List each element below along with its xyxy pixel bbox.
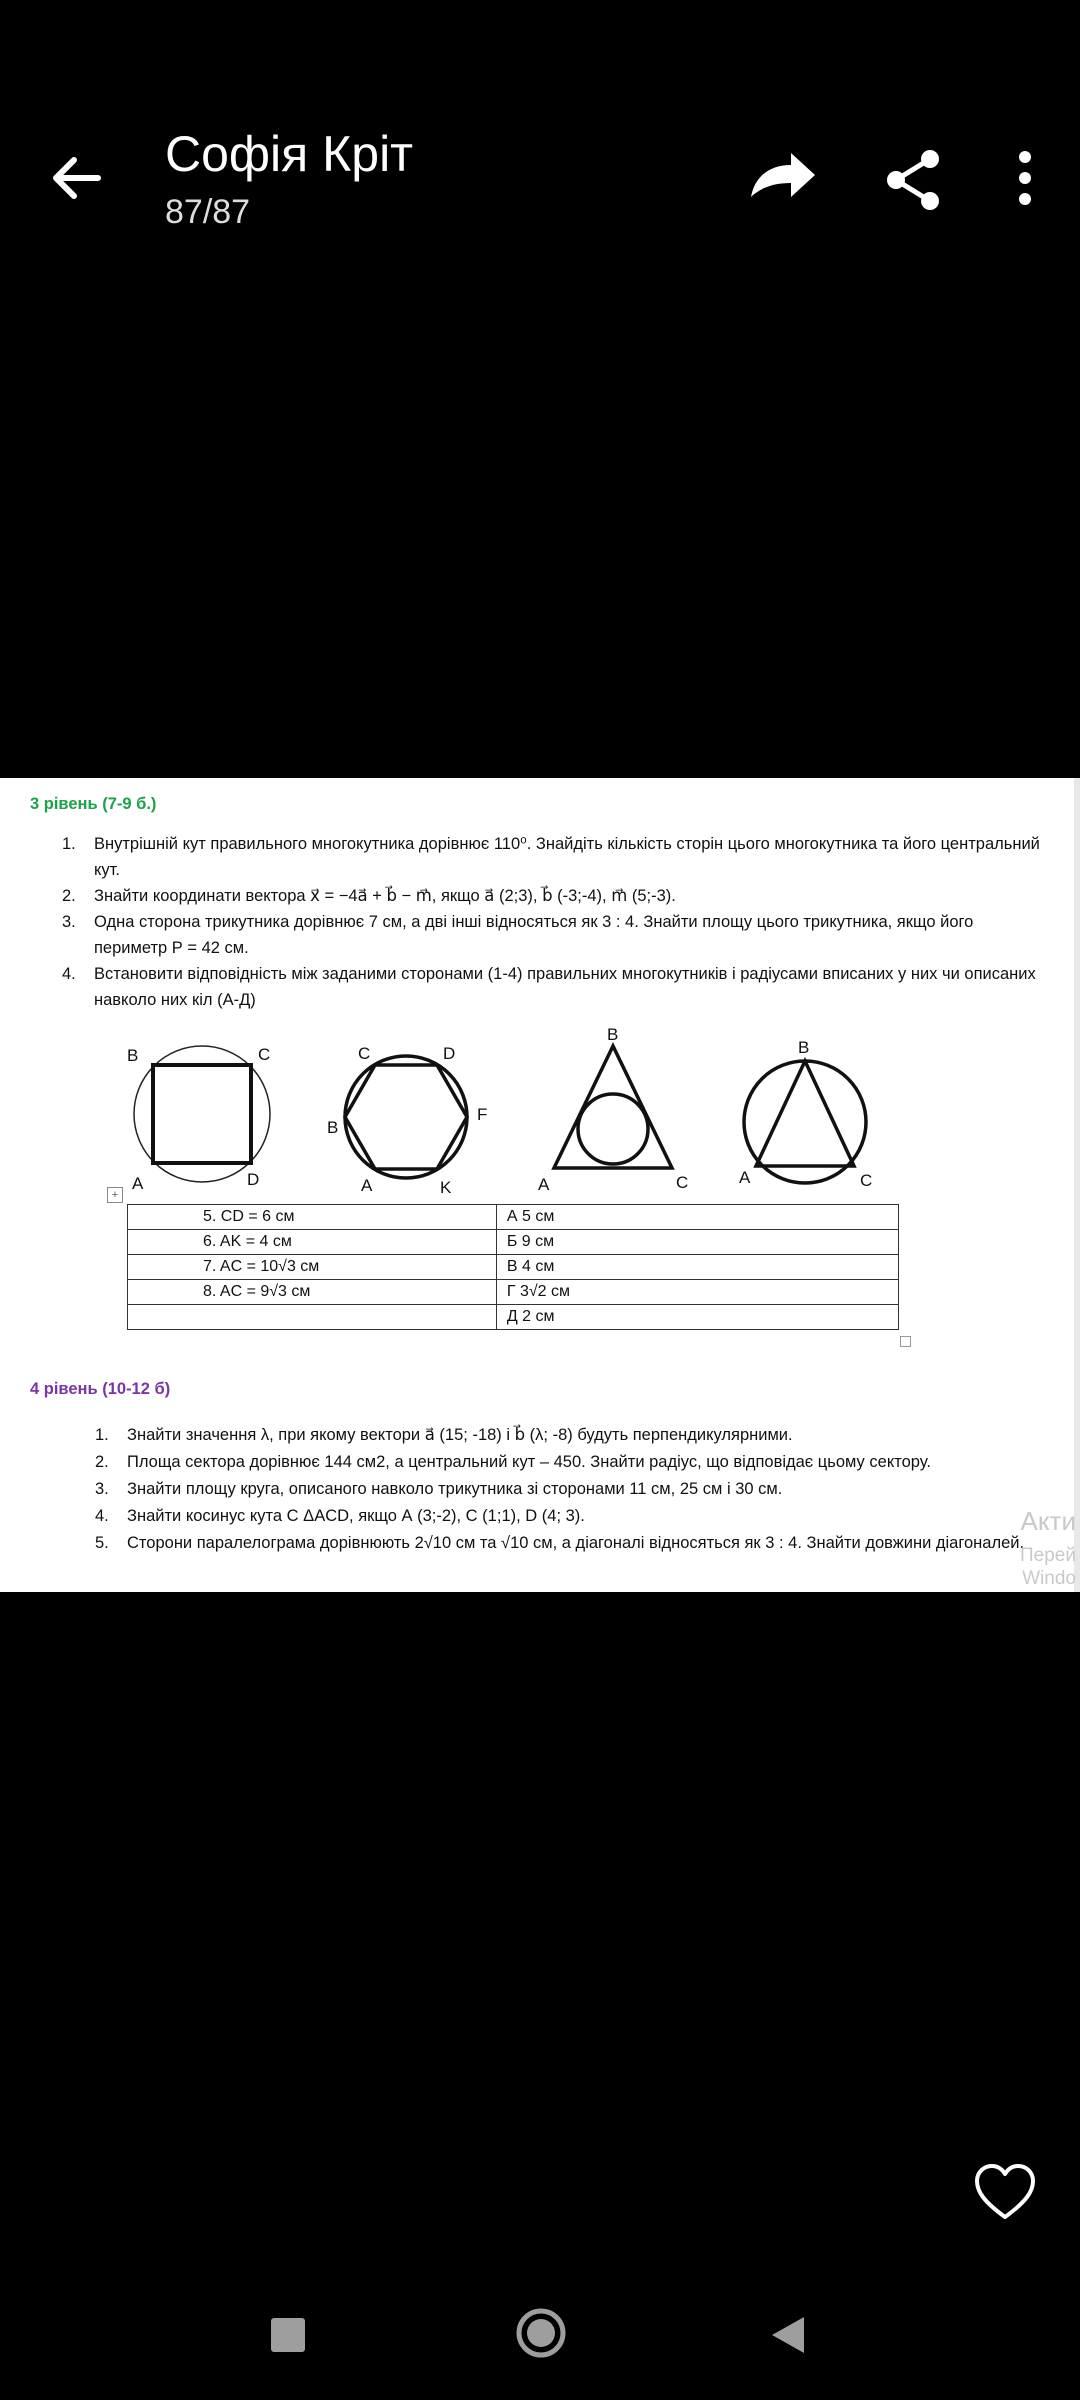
table-row: 5. CD = 6 см А 5 см <box>128 1205 899 1230</box>
list-item: 4. Встановити відповідність між заданими сторонами (1-4) правильних многокутників і радіусами вписаних у них чи описаних навколо них кіл (А-Д) <box>62 965 1036 1009</box>
list-item: 4. Знайти косинус кута С ΔACD, якщо А (3;-2), С (1;1), D (4; 3). <box>95 1507 585 1525</box>
list-item: 1. Знайти значення λ, при якому вектори a⃗ (15; -18) і b⃗ (λ; -8) будуть перпендикулярними. <box>95 1426 793 1444</box>
svg-text:A: A <box>361 1176 373 1195</box>
nav-back-button[interactable] <box>768 2313 808 2357</box>
table-row: 6. AK = 4 см Б 9 см <box>128 1230 899 1255</box>
svg-text:C: C <box>358 1044 371 1063</box>
figure-triangle-in-circle <box>739 1038 872 1190</box>
table-row: 8. AC = 9√3 см Г 3√2 см <box>128 1280 899 1305</box>
level3-task-list <box>62 831 1042 1013</box>
forward-arrow-icon <box>745 145 820 210</box>
activation-watermark: Windo <box>1022 1568 1076 1589</box>
svg-text:K: K <box>440 1178 452 1197</box>
activation-watermark: Акти <box>1020 1506 1076 1536</box>
activation-watermark: Перей <box>1020 1545 1076 1566</box>
svg-text:A: A <box>739 1168 751 1187</box>
document-image[interactable] <box>0 778 1080 1592</box>
list-item: 2. Знайти координати вектора x⃗ = −4a⃗ + b⃗ − m⃗, якщо a⃗ (2;3), b⃗ (-3;-4), m⃗ (5;-3). <box>62 887 676 905</box>
svg-text:B: B <box>798 1038 810 1057</box>
svg-text:A: A <box>538 1175 550 1194</box>
more-options-button[interactable] <box>1000 145 1050 215</box>
svg-text:A: A <box>132 1174 144 1193</box>
svg-text:C: C <box>676 1173 689 1192</box>
heart-outline-icon <box>973 2163 1037 2221</box>
share-button[interactable] <box>880 145 950 215</box>
figure-hexagon-in-circle <box>327 1044 487 1197</box>
page-edge <box>1074 778 1080 1592</box>
svg-text:B: B <box>127 1046 139 1065</box>
table-move-handle: + <box>107 1187 123 1203</box>
triangle-back-icon <box>768 2313 808 2357</box>
recents-button[interactable] <box>271 2318 305 2352</box>
table-resize-handle <box>900 1336 911 1347</box>
sender-name: Софія Кріт <box>165 126 414 182</box>
share-icon <box>880 145 950 215</box>
more-vert-icon <box>1000 145 1050 215</box>
level4-task-list <box>95 1422 1050 1557</box>
svg-text:C: C <box>258 1045 271 1064</box>
level3-title: 3 рівень (7-9 б.) <box>30 795 157 813</box>
list-item: 1. Внутрішній кут правильного многокутника дорівнює 110⁰. Знайдіть кількість сторін цього многокутника та його центральний кут. <box>62 835 1040 879</box>
figure-circle-in-triangle <box>538 1025 688 1194</box>
home-button[interactable] <box>515 2307 567 2359</box>
svg-text:B: B <box>327 1118 339 1137</box>
like-button[interactable] <box>973 2163 1037 2221</box>
list-item: 2. Площа сектора дорівнює 144 см2, а центральний кут – 450. Знайти радіус, що відповідає цьому сектору. <box>95 1453 931 1471</box>
svg-text:D: D <box>443 1044 456 1063</box>
table-row: Д 2 см <box>128 1305 899 1330</box>
svg-text:B: B <box>607 1025 619 1044</box>
svg-text:D: D <box>247 1170 260 1189</box>
svg-text:F: F <box>477 1105 488 1124</box>
arrow-left-icon <box>40 140 112 212</box>
list-item: 5. Сторони паралелограма дорівнюють 2√10 см та √10 см, а діагоналі відносяться як 3 : 4. Знайти довжини діагоналей. <box>95 1534 1025 1552</box>
geometry-figures <box>110 1023 910 1208</box>
forward-button[interactable] <box>745 145 820 210</box>
table-row: 7. AC = 10√3 см В 4 см <box>128 1255 899 1280</box>
back-button[interactable] <box>40 140 112 212</box>
list-item: 3. Одна сторона трикутника дорівнює 7 см, а дві інші відносяться як 3 : 4. Знайти площу цього трикутника, якщо його периметр Р = 42 см. <box>62 913 974 957</box>
level4-title: 4 рівень (10-12 б) <box>30 1380 171 1398</box>
matching-table <box>127 1204 899 1330</box>
top-app-bar <box>0 0 1080 300</box>
image-counter: 87/87 <box>165 193 251 231</box>
svg-text:C: C <box>860 1171 873 1190</box>
circle-icon <box>515 2307 567 2359</box>
figure-square-in-circle <box>127 1045 270 1193</box>
list-item: 3. Знайти площу круга, описаного навколо трикутника зі сторонами 11 см, 25 см і 30 см. <box>95 1480 783 1498</box>
